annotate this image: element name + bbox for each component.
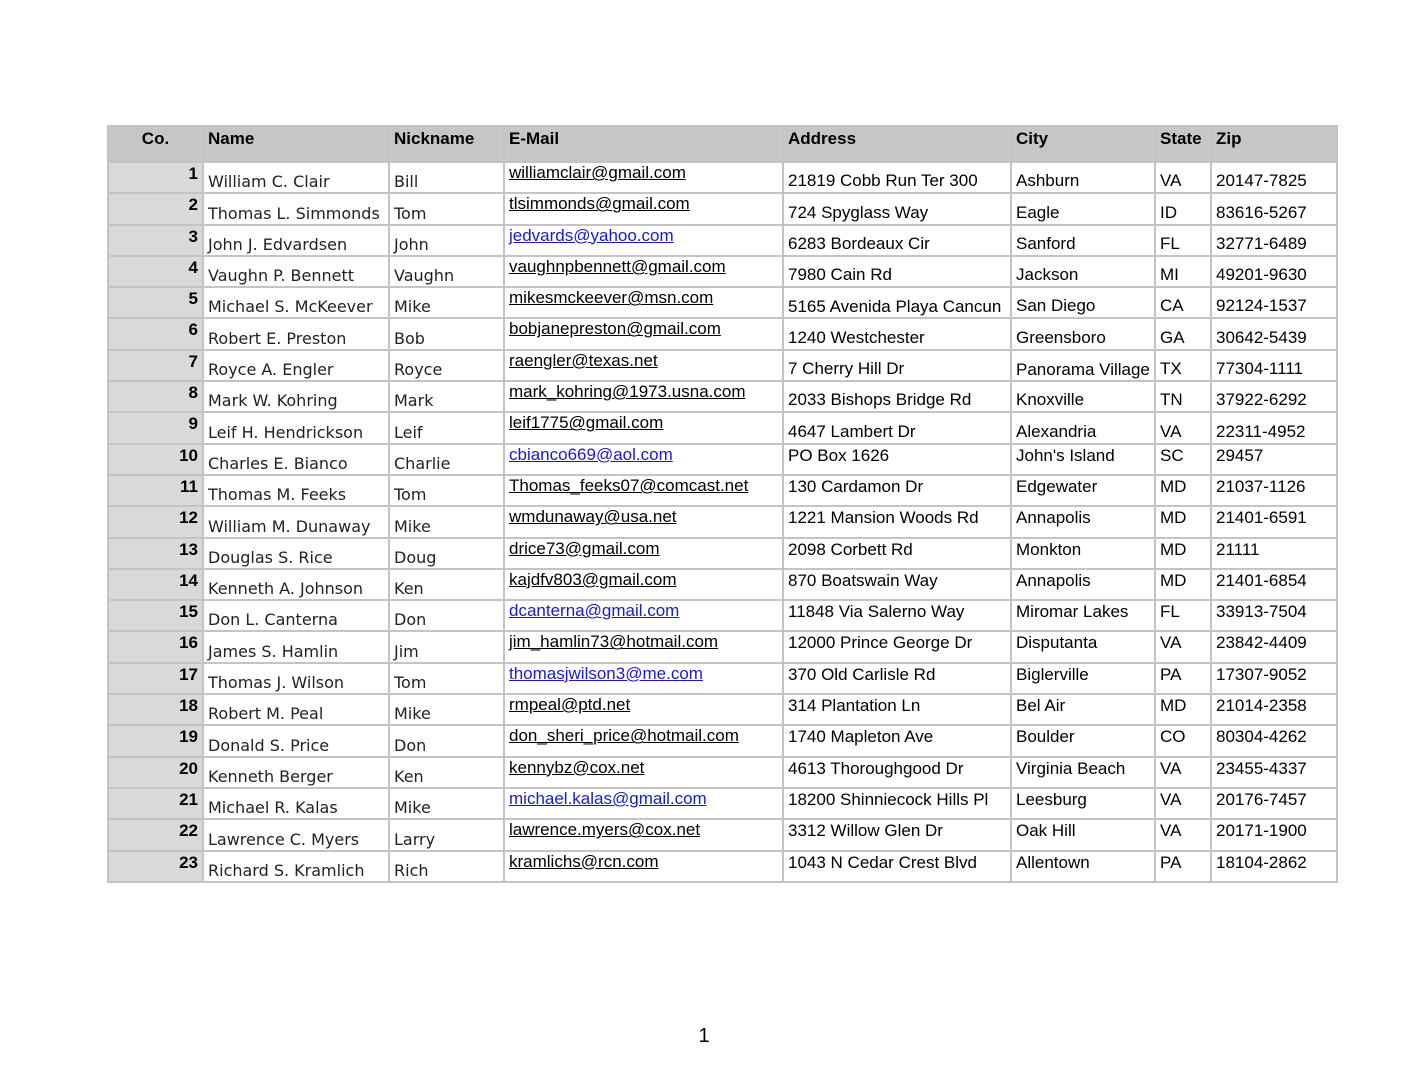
cell-email [504,506,783,537]
email-link[interactable]: mikesmckeever@msn.com [509,288,714,308]
cell-nickname: Ken [389,757,504,788]
table-row [108,318,1337,349]
cell-name: William M. Dunaway [203,506,389,537]
cell-name: James S. Hamlin [203,631,389,662]
table-row [108,225,1337,256]
cell-nickname: Tom [389,193,504,224]
cell-state: MD [1155,475,1211,506]
cell-zip: 20171-1900 [1211,819,1337,850]
email-link[interactable]: kramlichs@rcn.com [509,851,659,871]
cell-address: 2033 Bishops Bridge Rd [783,381,1011,412]
cell-zip: 21014-2358 [1211,694,1337,725]
column-header-address: Address [783,126,1011,162]
table-body [108,162,1337,882]
cell-state: MD [1155,569,1211,600]
cell-name: Kenneth Berger [203,757,389,788]
cell-address: 870 Boatswain Way [783,569,1011,600]
cell-city: Disputanta [1011,631,1155,662]
cell-name: Thomas M. Feeks [203,475,389,506]
row-number: 16 [108,631,203,662]
cell-state: VA [1155,631,1211,662]
row-number: 6 [108,318,203,349]
email-link[interactable]: don_sheri_price@hotmail.com [509,726,739,746]
cell-zip: 21111 [1211,538,1337,569]
cell-state: TX [1155,350,1211,381]
cell-zip: 23842-4409 [1211,631,1337,662]
cell-nickname: Leif [389,412,504,443]
cell-city: Panorama Village [1011,350,1155,381]
table-row [108,694,1337,725]
email-link[interactable]: Thomas_feeks07@comcast.net [509,475,749,495]
cell-city: Sanford [1011,225,1155,256]
cell-address: 724 Spyglass Way [783,193,1011,224]
cell-state: VA [1155,788,1211,819]
cell-email [504,287,783,318]
cell-zip: 21401-6854 [1211,569,1337,600]
cell-name: Royce A. Engler [203,350,389,381]
table-row [108,287,1337,318]
cell-state: MI [1155,256,1211,287]
table-row [108,193,1337,224]
row-number: 17 [108,663,203,694]
cell-address: 6283 Bordeaux Cir [783,225,1011,256]
email-link[interactable]: thomasjwilson3@me.com [509,663,703,683]
row-number: 1 [108,162,203,193]
email-link[interactable]: leif1775@gmail.com [509,413,664,433]
cell-city: San Diego [1011,287,1155,318]
cell-state: VA [1155,819,1211,850]
cell-zip: 80304-4262 [1211,725,1337,756]
table-row [108,475,1337,506]
cell-zip: 29457 [1211,444,1337,475]
cell-zip: 83616-5267 [1211,193,1337,224]
table-row [108,757,1337,788]
cell-city: Alexandria [1011,412,1155,443]
row-number: 19 [108,725,203,756]
cell-city: Allentown [1011,851,1155,882]
cell-nickname: Mike [389,788,504,819]
cell-name: Michael S. McKeever [203,287,389,318]
cell-nickname: Don [389,600,504,631]
row-number: 21 [108,788,203,819]
cell-email [504,757,783,788]
cell-address: 314 Plantation Ln [783,694,1011,725]
cell-nickname: Larry [389,819,504,850]
cell-name: Richard S. Kramlich [203,851,389,882]
cell-nickname: John [389,225,504,256]
cell-city: Monkton [1011,538,1155,569]
table-row [108,569,1337,600]
row-number: 13 [108,538,203,569]
column-header-email: E-Mail [504,126,783,162]
row-number: 3 [108,225,203,256]
cell-city: Edgewater [1011,475,1155,506]
cell-state: SC [1155,444,1211,475]
cell-name: Thomas J. Wilson [203,663,389,694]
cell-address: 130 Cardamon Dr [783,475,1011,506]
cell-zip: 30642-5439 [1211,318,1337,349]
cell-state: TN [1155,381,1211,412]
email-link[interactable]: lawrence.myers@cox.net [509,820,701,840]
email-link[interactable]: bobjanepreston@gmail.com [509,319,721,339]
cell-name: John J. Edvardsen [203,225,389,256]
email-link[interactable]: cbianco669@aol.com [509,444,673,464]
column-header-name: Name [203,126,389,162]
cell-name: Donald S. Price [203,725,389,756]
cell-name: Don L. Canterna [203,600,389,631]
cell-name: Douglas S. Rice [203,538,389,569]
cell-nickname: Ken [389,569,504,600]
cell-nickname: Mark [389,381,504,412]
cell-state: VA [1155,162,1211,193]
email-link[interactable]: kajdfv803@gmail.com [509,569,677,589]
cell-email [504,663,783,694]
cell-nickname: Royce [389,350,504,381]
email-link[interactable]: raengler@texas.net [509,350,658,370]
table-row [108,819,1337,850]
row-number: 23 [108,851,203,882]
cell-city: Boulder [1011,725,1155,756]
cell-state: GA [1155,318,1211,349]
cell-state: CO [1155,725,1211,756]
email-link[interactable]: michael.kalas@gmail.com [509,788,707,808]
row-number: 5 [108,287,203,318]
table-header [108,126,1337,162]
cell-zip: 20176-7457 [1211,788,1337,819]
email-link[interactable]: jim_hamlin73@hotmail.com [509,632,719,652]
cell-name: Kenneth A. Johnson [203,569,389,600]
cell-name: Charles E. Bianco [203,444,389,475]
cell-state: MD [1155,694,1211,725]
row-number: 14 [108,569,203,600]
cell-nickname: Jim [389,631,504,662]
table-row [108,631,1337,662]
cell-address: 11848 Via Salerno Way [783,600,1011,631]
cell-address: 4613 Thoroughgood Dr [783,757,1011,788]
row-number: 15 [108,600,203,631]
email-link[interactable]: wmdunaway@usa.net [509,507,677,527]
cell-email [504,318,783,349]
row-number: 10 [108,444,203,475]
row-number: 7 [108,350,203,381]
cell-address: PO Box 1626 [783,444,1011,475]
email-link[interactable]: mark_kohring@1973.usna.com [509,382,746,402]
column-header-zip: Zip [1211,126,1337,162]
cell-nickname: Doug [389,538,504,569]
cell-zip: 92124-1537 [1211,287,1337,318]
cell-address: 1221 Mansion Woods Rd [783,506,1011,537]
column-header-co: Co. [108,126,203,162]
cell-name: William C. Clair [203,162,389,193]
cell-nickname: Mike [389,694,504,725]
cell-zip: 37922-6292 [1211,381,1337,412]
cell-email [504,444,783,475]
cell-nickname: Mike [389,287,504,318]
cell-zip: 22311-4952 [1211,412,1337,443]
cell-city: Eagle [1011,193,1155,224]
table-row [108,256,1337,287]
row-number: 20 [108,757,203,788]
cell-zip: 17307-9052 [1211,663,1337,694]
cell-city: Ashburn [1011,162,1155,193]
cell-zip: 77304-1111 [1211,350,1337,381]
page-number: 1 [698,1025,710,1047]
cell-address: 4647 Lambert Dr [783,412,1011,443]
cell-city: Jackson [1011,256,1155,287]
cell-name: Robert E. Preston [203,318,389,349]
cell-city: Annapolis [1011,569,1155,600]
cell-address: 5165 Avenida Playa Cancun [783,287,1011,318]
cell-email [504,193,783,224]
cell-name: Robert M. Peal [203,694,389,725]
table-row [108,663,1337,694]
cell-address: 12000 Prince George Dr [783,631,1011,662]
table-row [108,600,1337,631]
cell-address: 2098 Corbett Rd [783,538,1011,569]
cell-name: Lawrence C. Myers [203,819,389,850]
cell-state: FL [1155,600,1211,631]
cell-state: VA [1155,757,1211,788]
cell-email [504,256,783,287]
cell-nickname: Rich [389,851,504,882]
cell-state: ID [1155,193,1211,224]
cell-zip: 21037-1126 [1211,475,1337,506]
cell-zip: 18104-2862 [1211,851,1337,882]
contact-table [107,125,1338,883]
column-header-city: City [1011,126,1155,162]
cell-email [504,225,783,256]
cell-address: 18200 Shinniecock Hills Pl [783,788,1011,819]
cell-nickname: Charlie [389,444,504,475]
cell-state: MD [1155,506,1211,537]
cell-nickname: Tom [389,475,504,506]
cell-address: 7 Cherry Hill Dr [783,350,1011,381]
table-row [108,381,1337,412]
cell-nickname: Mike [389,506,504,537]
cell-email [504,788,783,819]
cell-zip: 49201-9630 [1211,256,1337,287]
cell-nickname: Vaughn [389,256,504,287]
cell-city: Oak Hill [1011,819,1155,850]
cell-state: CA [1155,287,1211,318]
cell-state: PA [1155,663,1211,694]
email-link[interactable]: vaughnpbennett@gmail.com [509,256,726,276]
cell-nickname: Tom [389,663,504,694]
cell-city: John's Island [1011,444,1155,475]
cell-email [504,475,783,506]
cell-email [504,538,783,569]
cell-zip: 23455-4337 [1211,757,1337,788]
cell-city: Knoxville [1011,381,1155,412]
cell-state: VA [1155,412,1211,443]
cell-state: MD [1155,538,1211,569]
row-number: 11 [108,475,203,506]
email-link[interactable]: jedvards@yahoo.com [509,225,674,245]
cell-nickname: Bob [389,318,504,349]
cell-name: Mark W. Kohring [203,381,389,412]
cell-name: Michael R. Kalas [203,788,389,819]
table-row [108,412,1337,443]
row-number: 4 [108,256,203,287]
row-number: 9 [108,412,203,443]
cell-address: 370 Old Carlisle Rd [783,663,1011,694]
email-link[interactable]: drice73@gmail.com [509,538,660,558]
cell-city: Bel Air [1011,694,1155,725]
email-link[interactable]: rmpeal@ptd.net [509,695,631,715]
cell-email [504,569,783,600]
cell-city: Virginia Beach [1011,757,1155,788]
cell-name: Vaughn P. Bennett [203,256,389,287]
cell-address: 1240 Westchester [783,318,1011,349]
column-header-nickname: Nickname [389,126,504,162]
cell-state: PA [1155,851,1211,882]
cell-nickname: Don [389,725,504,756]
cell-name: Thomas L. Simmonds [203,193,389,224]
table-row [108,506,1337,537]
table-row [108,444,1337,475]
cell-nickname: Bill [389,162,504,193]
table-row [108,725,1337,756]
cell-zip: 20147-7825 [1211,162,1337,193]
table-row [108,788,1337,819]
cell-address: 3312 Willow Glen Dr [783,819,1011,850]
row-number: 18 [108,694,203,725]
row-number: 12 [108,506,203,537]
email-link[interactable]: kennybz@cox.net [509,757,645,777]
cell-email [504,819,783,850]
cell-email [504,162,783,193]
table-row [108,538,1337,569]
column-header-state: State [1155,126,1211,162]
cell-address: 7980 Cain Rd [783,256,1011,287]
cell-state: FL [1155,225,1211,256]
cell-zip: 33913-7504 [1211,600,1337,631]
header-row [108,126,1337,162]
cell-address: 1043 N Cedar Crest Blvd [783,851,1011,882]
cell-email [504,381,783,412]
table-row [108,162,1337,193]
cell-email [504,350,783,381]
cell-address: 21819 Cobb Run Ter 300 [783,162,1011,193]
cell-email [504,851,783,882]
cell-email [504,694,783,725]
row-number: 22 [108,819,203,850]
table-row [108,350,1337,381]
cell-city: Greensboro [1011,318,1155,349]
email-link[interactable]: dcanterna@gmail.com [509,601,680,621]
cell-address: 1740 Mapleton Ave [783,725,1011,756]
cell-city: Leesburg [1011,788,1155,819]
email-link[interactable]: williamclair@gmail.com [509,163,686,182]
cell-name: Leif H. Hendrickson [203,412,389,443]
row-number: 2 [108,193,203,224]
cell-city: Annapolis [1011,506,1155,537]
cell-city: Miromar Lakes [1011,600,1155,631]
email-link[interactable]: tlsimmonds@gmail.com [509,194,690,214]
cell-email [504,631,783,662]
cell-email [504,412,783,443]
cell-email [504,600,783,631]
cell-zip: 32771-6489 [1211,225,1337,256]
row-number: 8 [108,381,203,412]
cell-zip: 21401-6591 [1211,506,1337,537]
cell-city: Biglerville [1011,663,1155,694]
table-row [108,851,1337,882]
cell-email [504,725,783,756]
